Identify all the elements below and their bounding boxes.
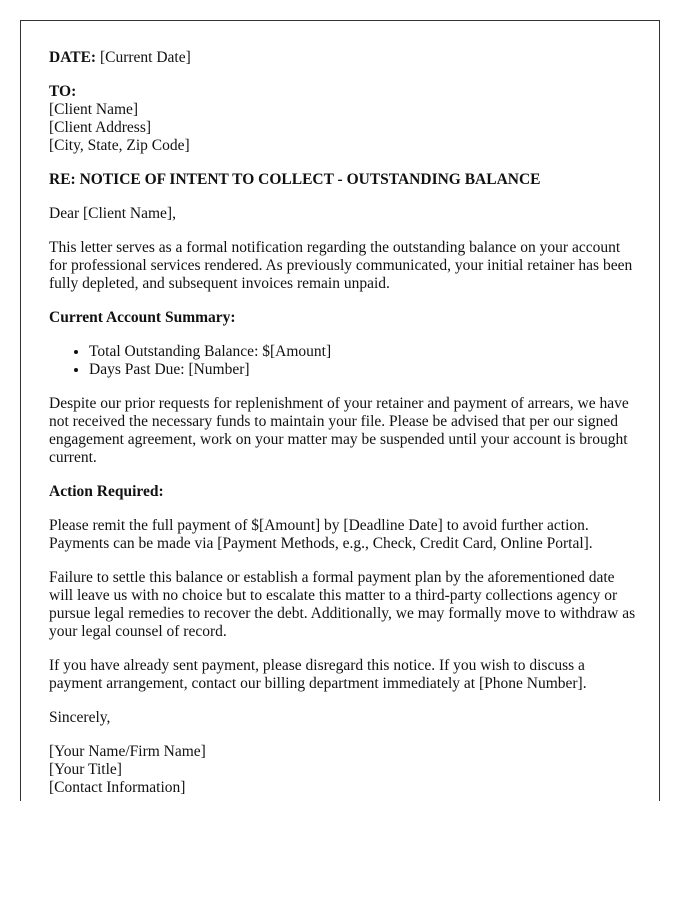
disregard-paragraph: If you have already sent payment, please disregard this notice. If you wish to discuss a payment arrangement, contact our billing department immediately at [Phone Number].: [49, 657, 587, 692]
failure-paragraph: Failure to settle this balance or establish a formal payment plan by the aforementioned date will leave us with no choice but to escalate this matter to a third-party collections agency or pursue legal remedies to recover the debt. Additionally, we may formally move to withdraw as your legal counsel of record.: [49, 569, 636, 640]
date-value: [Current Date]: [99, 49, 191, 66]
letter-page: [20, 20, 660, 801]
closing: Sincerely,: [49, 709, 111, 726]
despite-paragraph: Despite our prior requests for replenishment of your retainer and payment of arrears, we have not received the necessary funds to maintain your file. Please be advised that per our signed engagement agreement, work on your matter may be suspended until your account is brought current.: [49, 395, 629, 466]
recipient-city-state-zip: [City, State, Zip Code]: [49, 137, 190, 154]
remit-paragraph: Please remit the full payment of $[Amount] by [Deadline Date] to avoid further action. Payments can be made via [Payment Methods, e.g., Check, Credit Card, Online Portal].: [49, 517, 593, 552]
subject-line: RE: NOTICE OF INTENT TO COLLECT - OUTSTANDING BALANCE: [49, 171, 541, 188]
signature-name: [Your Name/Firm Name]: [49, 743, 206, 760]
recipient-address: [Client Address]: [49, 119, 152, 136]
summary-heading: Current Account Summary:: [49, 309, 236, 326]
recipient-name: [Client Name]: [49, 101, 139, 118]
date-line: [49, 49, 639, 67]
letter-content: [49, 49, 639, 801]
account-summary-list: [49, 343, 639, 379]
to-label: TO:: [49, 83, 77, 100]
salutation: Dear [Client Name],: [49, 205, 176, 222]
recipient-block: [49, 83, 639, 155]
signature-block: [49, 743, 639, 797]
intro-paragraph: This letter serves as a formal notification regarding the outstanding balance on your account for professional services rendered. As previously communicated, your initial retainer has been fully depleted, and subsequent invoices remain unpaid.: [49, 239, 633, 292]
signature-contact: [Contact Information]: [49, 779, 186, 796]
summary-item-balance: • Total Outstanding Balance: $[Amount]: [89, 343, 639, 361]
signature-title: [Your Title]: [49, 761, 122, 778]
action-heading: Action Required:: [49, 483, 164, 500]
summary-item-days-past-due: • Days Past Due: [Number]: [89, 361, 639, 379]
date-label: DATE:: [49, 49, 97, 66]
